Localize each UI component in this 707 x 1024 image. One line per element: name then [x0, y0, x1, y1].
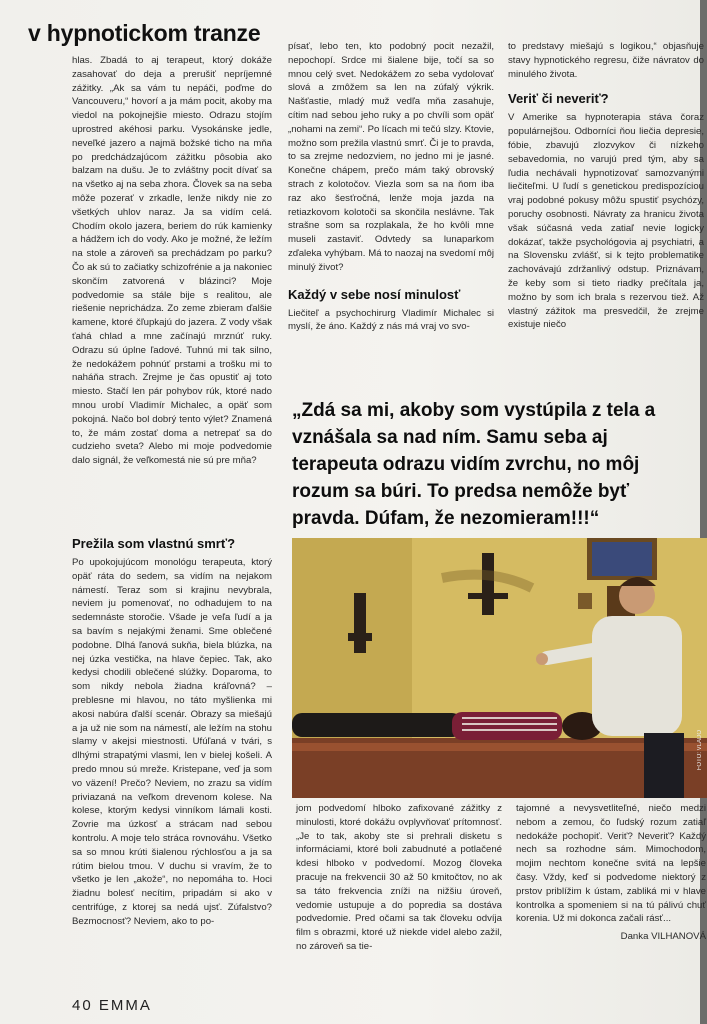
section-heading: Prežila som vlastnú smrť?: [72, 536, 236, 551]
article-headline: v hypnotickom tranze: [28, 20, 261, 46]
paragraph: Liečiteľ a psychochirurg Vladimír Michalec si myslí, že áno. Každý z nás má vraj vo svo-: [288, 307, 494, 333]
reclining-person: [292, 712, 602, 740]
column-1-lower: [72, 530, 272, 929]
photo-credit: FOTO: VLADO: [697, 729, 703, 770]
small-icon-frame: [578, 593, 592, 609]
photo-illustration: [292, 538, 707, 798]
hypnosis-session-photo: [292, 538, 707, 798]
pull-quote: „Zdá sa mi, akoby som vystúpila z tela a vznášala sa nad ním. Samu seba aj terapeuta odrazu vidím zvrchu, no môj rozum sa búri. To predsa nemôže byť pravda. Dúfam, že nezomieram!!!“: [292, 400, 656, 529]
author-byline: Danka VILHANOVÁ: [620, 931, 706, 943]
paragraph: Po upokojujúcom monológu terapeuta, ktorý opäť ráta do sedem, sa vidím na nejakom námestí. Teraz som si krajinu nevybrala, neviem ju pomenovať, no odhadujem to na sedemnáste storočie. Všade je veľa ľudí a ja sa bavím s nejakými ženami. Sme oblečené podobne. Dlhá ľanová sukňa, biela blúzka, na nej úzka vestička, na hlave čepiec. Tak, ako kedysi chodili oblečené slúžky. Doparoma, to som nikdy nebola žiadna kráľovná? – preblesne mi hlavou, no táto myšlienka mi akosi nabúra ďalší scenár. Obrazy sa miešajú a ja už nie som na námestí, ale ležím na stohu slamy v akejsi miestnosti. Ufúľaná v tvári, s dlhými strapatými vlasmi, len v bielej košeli. A predo mnou sú mreže. Kristepane, veď ja som vo väzení! Prečo? Neviem, no zrazu sa vidím priviazaná na veľkom drevenom kolese. Na kolese, ktorým kedysi vinníkom lámali kosti. Zovrie ma úzkosť a strácam nad sebou kontrolu. A moje telo stráca rovnováhu. Všetko sa so mnou krúti šialenou rýchlosťou a ja sa rútim bielou tmou. V duchu si vravím, že to všetko je len „akože“, no nepomáha to. Hoci žiadnu bolesť necítim, pripadám si ako v centrifúge, z ktorej sa nedá ujsť. Zúfalstvo? Bezmocnosť? Neviem, ako to po-: [72, 557, 272, 927]
column-1: [72, 54, 272, 468]
section-heading: Každý v sebe nosí minulosť: [288, 286, 461, 302]
column-3-lower: [516, 802, 706, 944]
column-3: [508, 40, 704, 332]
column-2: [288, 40, 494, 334]
paragraph: hlas. Zbadá to aj terapeut, ktorý dokáže zasahovať do deja a prerušiť nepríjemné zážitky. „Ak sa vám tu nepáči, poďme do Vancouveru,“ hovorí a ja mám pocit, akoby ma viedol na pokojnejšie miesto. Odrazu stojím uprostred akéhosi parku. Vysokánske jedle, neveľké jazero a najmä božské ticho na mňa po predchádzajúcom zážitku pôsobia ako balzam na dušu. Je to zvláštny pocit dívať sa na všetko aj na seba zhora. Človek sa na seba môže pozerať v zrkadle, lenže nikdy nie zo všetkých uhlov naraz. Ja sa vidím celá. Chodím okolo jazera, beriem do rúk kamienky a hádžem ich do vody. Ako je možné, že ležím na stole a zároveň sa prechádzam po parku? Čo ak sú to začiatky schizofrénie a ja nakoniec skončím zatvorená v blázinci? Moje podvedomie sa stále bije s realitou, ale riešenie neprichádza. Zo zeme zbieram ďalšie kamene, ktoré čľupkajú do jazera. Z vody však ťahá chlad a mne začínajú mrznúť ruky. Odrazu sú úplne ľadové. Tuhnú mi tak silno, že nedokážem pohnúť prstami a trošku mi to naháňa strach. Zrejme je čas opustiť aj toto miesto. Stačí len pár pohybov rúk, ktoré nado mnou urobí Vladimír Michalec, a opäť som pokojná. Načo bol dobrý tento výlet? Znamená to, že mám zostať doma a netrepať sa do cudzieho sveta? Alebo mi moje podvedomie dalo signál, že veľkomestá nie sú pre mňa?: [72, 55, 272, 467]
page-folio: 40 EMMA: [72, 997, 152, 1014]
paragraph: to predstavy miešajú s logikou,“ objasňuje stavy hypnotického regresu, čiže návratov do minulého života.: [508, 41, 704, 80]
paragraph: V Amerike sa hypnoterapia stáva čoraz populárnejšou. Odborníci ňou liečia depresie, fóbie, zbavujú zlozvykov či nízkeho sebavedomia, no varujú pred tým, aby sa ľudia nechávali hypnotizovať samozvanými liečiteľmi. U ľudí s genetickou predispozíciou vraj podobné pokusy môžu spustiť psychózy, poruchy osobnosti. Návraty za hranicu života však súčasná veda zatiaľ nevie logicky dokázať, takže psychológovia aj psychiatri, a na Slovensku zvlášť, si k tejto problematike zachovávajú zdržanlivý odstup. Priznávam, že keby som si tieto riadky prečítala ja, možno by som ich brala s rezervou tiež. Až vlastný zážitok ma presvedčil, že zrejme existuje niečo: [508, 112, 704, 331]
paragraph: jom podvedomí hlboko zafixované zážitky z minulosti, ktoré dokážu ovplyvňovať prítomnosť. „Je to tak, akoby ste si prehrali disketu s informáciami, ktoré boli zabudnuté a potlačené kdesi hlboko v podvedomí. Mozog človeka pracuje na frekvencii 30 až 50 kmitočtov, no ak sa táto frekvencia zníži na nižšiu úroveň, vedomie ustupuje a do popredia sa dostáva podvedomie. Pred očami sa tak človeku odvíja film s obrazmi, ktoré už niekde videl alebo zažil, no zároveň sa tie-: [296, 803, 502, 952]
section-heading: Veriť či neveriť?: [508, 91, 609, 107]
paragraph: tajomné a nevysvetliteľné, niečo medzi nebom a zemou, čo ľudský rozum zatiaľ nedokáže pochopiť. Veriť? Neveriť? Každý nech sa rozhodne sám. Mimochodom, mojim nechtom konečne svitá na lepšie časy. Vždy, keď si podvedome niektorý z prstov priblížim k ústam, zabliká mi v hlave kontrolka a spomeniem si na tú pálivú chuť korenia. Už mi dokonca začali rásť...: [516, 803, 706, 925]
paragraph: písať, lebo ten, kto podobný pocit nezažil, nepochopí. Srdce mi šialene bije, točí sa so mnou celý svet. Nedokážem zo seba vydolovať slová a zmôžem sa len na zúfalý výkrik. Našťastie, mladý muž vedľa mňa zasahuje, cítim nad sebou jeho ruky a po chvíli som opäť „nohami na zemi“. Po lícach mi tečú slzy. Ktovie, možno som prežila vlastnú smrť. Či je to pravda, to sa zrejme nedozviem, no jedno mi je jasné. Konečne chápem, prečo mám taký obrovský strach z kolotočov. Viezla som sa na ňom iba raz ako šesťročná, lenže moja jazda na retiazkovom kolotoči sa skončila neslávne. Tak strašne som sa rozplakala, že ho kvôli mne museli zastaviť. Odvtedy sa lunaparkom zďaleka vyhýbam. Má to naozaj na svedomí môj minulý život?: [288, 41, 494, 273]
wall-picture: [592, 542, 652, 576]
column-2-lower: [296, 802, 502, 954]
